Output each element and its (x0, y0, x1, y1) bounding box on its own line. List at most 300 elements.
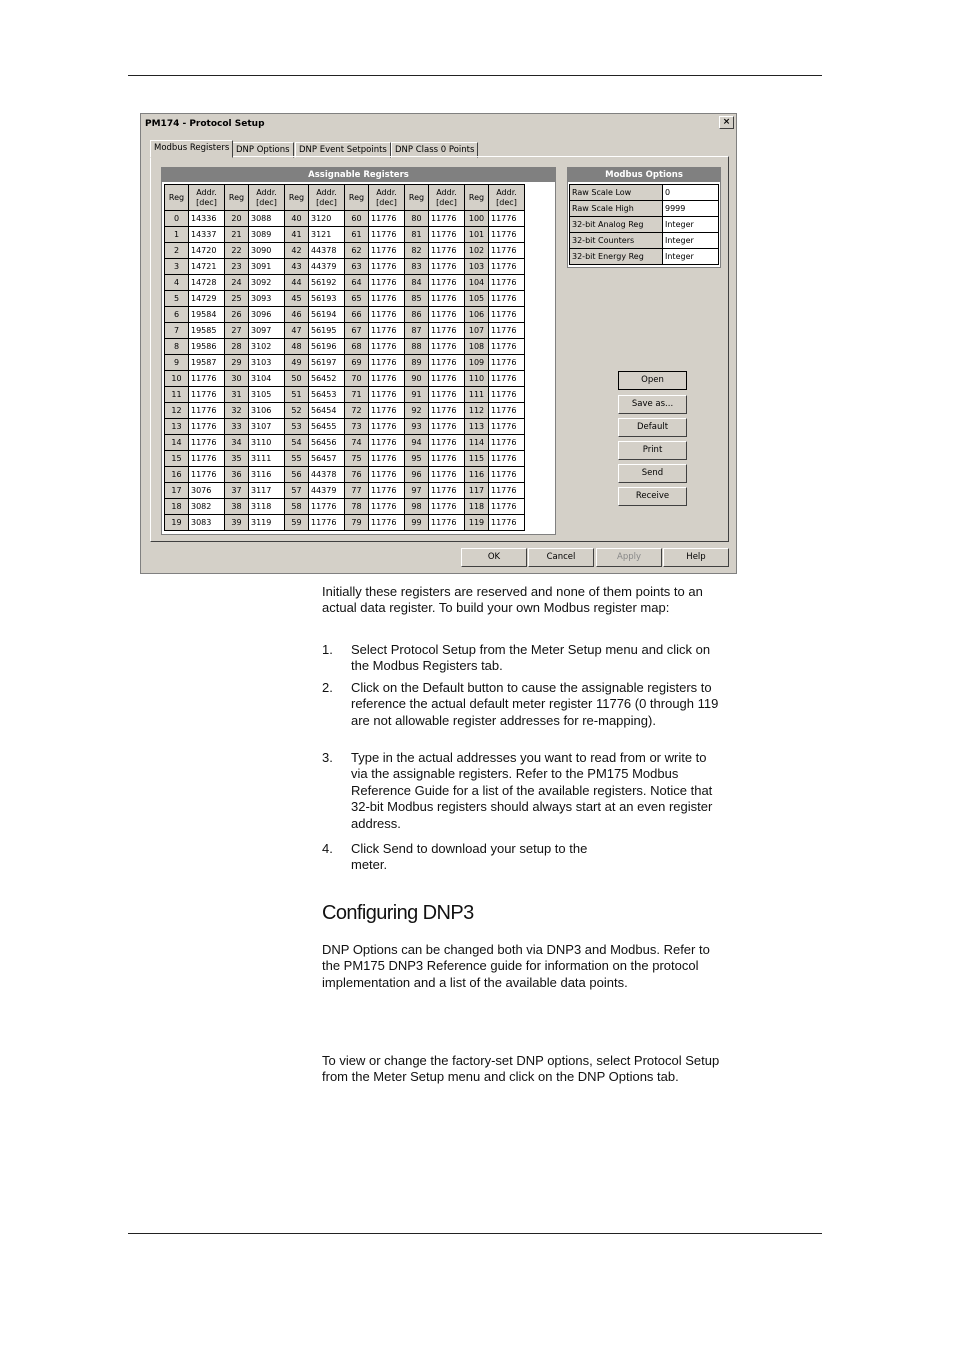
register-number: 91 (405, 387, 429, 403)
register-address-cell[interactable]: 3076 (189, 483, 225, 499)
footer-rule (128, 1233, 822, 1234)
raw-scale-low-field[interactable]: 0 (663, 185, 719, 201)
register-number: 47 (285, 323, 309, 339)
register-number: 30 (225, 371, 249, 387)
register-number: 6 (165, 307, 189, 323)
register-number: 116 (465, 467, 489, 483)
register-address-cell[interactable]: 3118 (249, 499, 285, 515)
register-number: 84 (405, 275, 429, 291)
step-number: 4. (322, 841, 333, 856)
register-number: 77 (345, 483, 369, 499)
register-address-cell[interactable]: 11776 (369, 467, 405, 483)
register-address-cell[interactable]: 11776 (369, 275, 405, 291)
register-number: 45 (285, 291, 309, 307)
assignable-registers-table (164, 184, 525, 531)
analog-reg-label: 32-bit Analog Reg (570, 217, 663, 233)
send-button[interactable]: Send (618, 464, 687, 483)
register-number: 13 (165, 419, 189, 435)
register-number: 79 (345, 515, 369, 531)
register-number: 83 (405, 259, 429, 275)
register-number: 7 (165, 323, 189, 339)
register-number: 53 (285, 419, 309, 435)
table-row (165, 323, 525, 339)
register-number: 110 (465, 371, 489, 387)
register-number: 22 (225, 243, 249, 259)
register-number: 38 (225, 499, 249, 515)
addr-column-header: Addr. [dec] (489, 185, 525, 211)
reg-column-header: Reg (465, 185, 489, 211)
register-address-cell[interactable]: 11776 (489, 211, 525, 227)
register-address-cell[interactable]: 3092 (249, 275, 285, 291)
energy-reg-field[interactable]: Integer (663, 249, 719, 265)
register-address-cell[interactable]: 3121 (309, 227, 345, 243)
register-address-cell[interactable]: 3110 (249, 435, 285, 451)
register-address-cell[interactable]: 11776 (489, 483, 525, 499)
dnp-options-paragraph: To view or change the factory-set DNP options, select Protocol Setup from the Meter Setup menu and click on the DNP Options tab. (322, 1053, 720, 1085)
register-address-cell[interactable]: 11776 (429, 515, 465, 531)
register-address-cell[interactable]: 3090 (249, 243, 285, 259)
addr-column-header: Addr. [dec] (189, 185, 225, 211)
register-number: 102 (465, 243, 489, 259)
table-row (165, 275, 525, 291)
register-number: 3 (165, 259, 189, 275)
register-number: 71 (345, 387, 369, 403)
register-number: 92 (405, 403, 429, 419)
register-address-cell[interactable]: 11776 (489, 275, 525, 291)
register-address-cell[interactable]: 11776 (189, 419, 225, 435)
register-number: 93 (405, 419, 429, 435)
register-address-cell[interactable]: 11776 (369, 355, 405, 371)
register-number: 70 (345, 371, 369, 387)
reg-column-header: Reg (165, 185, 189, 211)
register-number: 39 (225, 515, 249, 531)
register-number: 50 (285, 371, 309, 387)
register-address-cell[interactable]: 11776 (489, 355, 525, 371)
print-button[interactable]: Print (618, 441, 687, 460)
register-number: 97 (405, 483, 429, 499)
section-heading: Configuring DNP3 (322, 902, 474, 924)
register-number: 63 (345, 259, 369, 275)
register-number: 28 (225, 339, 249, 355)
register-address-cell[interactable]: 19587 (189, 355, 225, 371)
register-number: 59 (285, 515, 309, 531)
register-address-cell[interactable]: 3089 (249, 227, 285, 243)
register-address-cell[interactable]: 56454 (309, 403, 345, 419)
register-number: 118 (465, 499, 489, 515)
register-address-cell[interactable]: 11776 (369, 403, 405, 419)
register-address-cell[interactable]: 11776 (189, 403, 225, 419)
register-address-cell[interactable]: 3105 (249, 387, 285, 403)
assignable-registers-group (161, 167, 556, 535)
register-number: 90 (405, 371, 429, 387)
register-address-cell[interactable]: 11776 (369, 387, 405, 403)
register-address-cell[interactable]: 3117 (249, 483, 285, 499)
addr-column-header: Addr. [dec] (429, 185, 465, 211)
register-address-cell[interactable]: 11776 (429, 483, 465, 499)
register-address-cell[interactable]: 11776 (429, 243, 465, 259)
register-number: 88 (405, 339, 429, 355)
register-number: 109 (465, 355, 489, 371)
assignable-registers-title: Assignable Registers (162, 168, 555, 182)
modbus-options-group (567, 167, 721, 268)
option-row (570, 249, 719, 265)
register-address-cell[interactable]: 11776 (369, 483, 405, 499)
register-number: 35 (225, 451, 249, 467)
apply-button[interactable]: Apply (596, 548, 662, 567)
register-address-cell[interactable]: 11776 (369, 515, 405, 531)
register-address-cell[interactable]: 56452 (309, 371, 345, 387)
register-number: 29 (225, 355, 249, 371)
cancel-button[interactable]: Cancel (528, 548, 594, 567)
register-address-cell[interactable]: 3102 (249, 339, 285, 355)
register-number: 31 (225, 387, 249, 403)
register-address-cell[interactable]: 14337 (189, 227, 225, 243)
register-address-cell[interactable]: 11776 (489, 259, 525, 275)
register-address-cell[interactable]: 11776 (489, 515, 525, 531)
register-number: 112 (465, 403, 489, 419)
register-address-cell[interactable]: 14720 (189, 243, 225, 259)
register-number: 15 (165, 451, 189, 467)
help-button[interactable]: Help (663, 548, 729, 567)
register-number: 27 (225, 323, 249, 339)
protocol-setup-dialog (140, 113, 737, 574)
tab-modbus-registers[interactable]: Modbus Registers (150, 140, 233, 158)
register-number: 49 (285, 355, 309, 371)
register-address-cell[interactable]: 14729 (189, 291, 225, 307)
register-number: 62 (345, 243, 369, 259)
register-number: 24 (225, 275, 249, 291)
register-address-cell[interactable]: 11776 (489, 467, 525, 483)
register-number: 74 (345, 435, 369, 451)
modbus-options-title: Modbus Options (568, 168, 720, 182)
register-number: 101 (465, 227, 489, 243)
register-address-cell[interactable]: 11776 (429, 211, 465, 227)
register-address-cell[interactable]: 14728 (189, 275, 225, 291)
register-address-cell[interactable]: 3097 (249, 323, 285, 339)
register-number: 58 (285, 499, 309, 515)
register-address-cell[interactable]: 14336 (189, 211, 225, 227)
table-row (165, 499, 525, 515)
register-address-cell[interactable]: 56197 (309, 355, 345, 371)
register-number: 106 (465, 307, 489, 323)
register-address-cell[interactable]: 11776 (369, 307, 405, 323)
register-address-cell[interactable]: 3119 (249, 515, 285, 531)
register-address-cell[interactable]: 11776 (489, 243, 525, 259)
register-address-cell[interactable]: 11776 (369, 339, 405, 355)
register-address-cell[interactable]: 11776 (369, 371, 405, 387)
register-number: 69 (345, 355, 369, 371)
register-number: 60 (345, 211, 369, 227)
register-address-cell[interactable]: 56457 (309, 451, 345, 467)
register-address-cell[interactable]: 11776 (489, 499, 525, 515)
step-number: 1. (322, 642, 333, 657)
intro-paragraph: Initially these registers are reserved and none of them points to an actual data register. To build your own Modbus register map: (322, 584, 703, 616)
tab-dnp-event-setpoints[interactable]: DNP Event Setpoints (295, 142, 391, 158)
register-address-cell[interactable]: 11776 (189, 467, 225, 483)
register-number: 1 (165, 227, 189, 243)
register-number: 4 (165, 275, 189, 291)
register-address-cell[interactable]: 11776 (189, 451, 225, 467)
step-number: 3. (322, 750, 333, 765)
save-as-button[interactable]: Save as... (618, 395, 687, 414)
register-address-cell[interactable]: 56194 (309, 307, 345, 323)
register-address-cell[interactable]: 44378 (309, 467, 345, 483)
register-number: 46 (285, 307, 309, 323)
register-address-cell[interactable]: 3093 (249, 291, 285, 307)
dnp-paragraph: DNP Options can be changed both via DNP3 and Modbus. Refer to the PM175 DNP3 Reference guide for information on the protocol implementation and a list of the available data points. (322, 942, 710, 990)
register-address-cell[interactable]: 11776 (309, 499, 345, 515)
register-address-cell[interactable]: 11776 (369, 259, 405, 275)
register-number: 12 (165, 403, 189, 419)
register-number: 73 (345, 419, 369, 435)
register-address-cell[interactable]: 3111 (249, 451, 285, 467)
register-address-cell[interactable]: 56453 (309, 387, 345, 403)
header-rule (128, 75, 822, 76)
register-address-cell[interactable]: 3106 (249, 403, 285, 419)
register-number: 51 (285, 387, 309, 403)
register-number: 105 (465, 291, 489, 307)
register-address-cell[interactable]: 11776 (429, 307, 465, 323)
register-address-cell[interactable]: 11776 (369, 243, 405, 259)
default-button[interactable]: Default (618, 418, 687, 437)
close-icon[interactable]: × (719, 116, 734, 129)
register-address-cell[interactable]: 11776 (189, 435, 225, 451)
register-address-cell[interactable]: 11776 (429, 227, 465, 243)
open-button[interactable]: Open (618, 371, 687, 390)
table-row (165, 307, 525, 323)
register-address-cell[interactable]: 11776 (489, 403, 525, 419)
table-row (165, 467, 525, 483)
tab-panel (150, 156, 729, 542)
register-address-cell[interactable]: 11776 (489, 323, 525, 339)
register-number: 10 (165, 371, 189, 387)
register-address-cell[interactable]: 11776 (429, 259, 465, 275)
register-number: 119 (465, 515, 489, 531)
register-address-cell[interactable]: 11776 (489, 435, 525, 451)
modbus-options-table (569, 184, 719, 265)
register-address-cell[interactable]: 11776 (369, 291, 405, 307)
addr-column-header: Addr. [dec] (369, 185, 405, 211)
register-number: 107 (465, 323, 489, 339)
register-address-cell[interactable]: 11776 (489, 227, 525, 243)
register-number: 81 (405, 227, 429, 243)
step-text: Type in the actual addresses you want to read from or write to via the assignable registers. Refer to the PM175 Modbus Reference Guide for a list of the available registers. Notice that 32-bit Modbus registers should always start at an even register address. (351, 750, 713, 831)
register-address-cell[interactable]: 3107 (249, 419, 285, 435)
register-address-cell[interactable]: 11776 (429, 467, 465, 483)
register-number: 40 (285, 211, 309, 227)
register-address-cell[interactable]: 44379 (309, 259, 345, 275)
register-address-cell[interactable]: 14721 (189, 259, 225, 275)
counters-field[interactable]: Integer (663, 233, 719, 249)
register-number: 61 (345, 227, 369, 243)
register-address-cell[interactable]: 3116 (249, 467, 285, 483)
register-address-cell[interactable]: 11776 (489, 307, 525, 323)
dialog-title: PM174 - Protocol Setup (143, 116, 734, 132)
register-number: 41 (285, 227, 309, 243)
register-number: 25 (225, 291, 249, 307)
option-row (570, 233, 719, 249)
register-address-cell[interactable]: 11776 (489, 291, 525, 307)
register-address-cell[interactable]: 11776 (429, 275, 465, 291)
register-number: 75 (345, 451, 369, 467)
register-number: 20 (225, 211, 249, 227)
table-row (165, 259, 525, 275)
register-address-cell[interactable]: 56456 (309, 435, 345, 451)
analog-reg-field[interactable]: Integer (663, 217, 719, 233)
register-number: 37 (225, 483, 249, 499)
register-number: 8 (165, 339, 189, 355)
register-address-cell[interactable]: 11776 (369, 323, 405, 339)
register-address-cell[interactable]: 11776 (369, 451, 405, 467)
register-number: 21 (225, 227, 249, 243)
register-number: 32 (225, 403, 249, 419)
register-number: 99 (405, 515, 429, 531)
register-number: 113 (465, 419, 489, 435)
register-number: 44 (285, 275, 309, 291)
table-row (165, 451, 525, 467)
register-address-cell[interactable]: 11776 (429, 435, 465, 451)
register-address-cell[interactable]: 11776 (429, 387, 465, 403)
register-address-cell[interactable]: 3103 (249, 355, 285, 371)
register-address-cell[interactable]: 11776 (429, 403, 465, 419)
register-address-cell[interactable]: 44378 (309, 243, 345, 259)
register-address-cell[interactable]: 3091 (249, 259, 285, 275)
register-address-cell[interactable]: 56192 (309, 275, 345, 291)
register-address-cell[interactable]: 11776 (369, 419, 405, 435)
register-address-cell[interactable]: 11776 (429, 291, 465, 307)
step-text: Click Send to download your setup to the meter. (351, 841, 588, 873)
register-number: 94 (405, 435, 429, 451)
register-address-cell[interactable]: 19584 (189, 307, 225, 323)
register-number: 65 (345, 291, 369, 307)
register-number: 56 (285, 467, 309, 483)
register-number: 16 (165, 467, 189, 483)
register-number: 42 (285, 243, 309, 259)
step-text: Click on the Default button to cause the assignable registers to reference the actual default meter register 11776 (0 through 119 are not allowable register addresses for re-mapping). (351, 680, 719, 728)
register-address-cell[interactable]: 11776 (429, 339, 465, 355)
register-number: 0 (165, 211, 189, 227)
register-number: 57 (285, 483, 309, 499)
raw-scale-high-field[interactable]: 9999 (663, 201, 719, 217)
register-number: 18 (165, 499, 189, 515)
register-address-cell[interactable]: 56196 (309, 339, 345, 355)
register-address-cell[interactable]: 19586 (189, 339, 225, 355)
register-address-cell[interactable]: 11776 (489, 419, 525, 435)
register-address-cell[interactable]: 11776 (309, 515, 345, 531)
register-number: 66 (345, 307, 369, 323)
option-row (570, 185, 719, 201)
register-number: 64 (345, 275, 369, 291)
table-row (165, 387, 525, 403)
register-number: 33 (225, 419, 249, 435)
raw-scale-low-label: Raw Scale Low (570, 185, 663, 201)
register-number: 14 (165, 435, 189, 451)
table-row (165, 291, 525, 307)
register-number: 52 (285, 403, 309, 419)
register-address-cell[interactable]: 56193 (309, 291, 345, 307)
register-number: 36 (225, 467, 249, 483)
register-address-cell[interactable]: 3104 (249, 371, 285, 387)
register-number: 87 (405, 323, 429, 339)
register-number: 54 (285, 435, 309, 451)
register-address-cell[interactable]: 19585 (189, 323, 225, 339)
register-address-cell[interactable]: 11776 (189, 387, 225, 403)
step-number: 2. (322, 680, 333, 695)
register-number: 26 (225, 307, 249, 323)
register-number: 34 (225, 435, 249, 451)
register-number: 23 (225, 259, 249, 275)
option-row (570, 217, 719, 233)
register-number: 89 (405, 355, 429, 371)
register-number: 103 (465, 259, 489, 275)
register-address-cell[interactable]: 3082 (189, 499, 225, 515)
register-address-cell[interactable]: 11776 (369, 499, 405, 515)
register-address-cell[interactable]: 11776 (369, 227, 405, 243)
register-number: 17 (165, 483, 189, 499)
register-address-cell[interactable]: 11776 (369, 435, 405, 451)
register-address-cell[interactable]: 11776 (429, 371, 465, 387)
register-address-cell[interactable]: 56195 (309, 323, 345, 339)
ok-button[interactable]: OK (461, 548, 527, 567)
register-address-cell[interactable]: 11776 (189, 371, 225, 387)
reg-column-header: Reg (345, 185, 369, 211)
register-address-cell[interactable]: 11776 (489, 387, 525, 403)
tab-dnp-class0-points[interactable]: DNP Class 0 Points (391, 142, 478, 158)
receive-button[interactable]: Receive (618, 487, 687, 506)
register-address-cell[interactable]: 56455 (309, 419, 345, 435)
table-row (165, 419, 525, 435)
register-number: 95 (405, 451, 429, 467)
register-address-cell[interactable]: 11776 (429, 355, 465, 371)
register-address-cell[interactable]: 11776 (489, 339, 525, 355)
register-number: 111 (465, 387, 489, 403)
register-number: 98 (405, 499, 429, 515)
register-address-cell[interactable]: 3120 (309, 211, 345, 227)
register-address-cell[interactable]: 11776 (429, 419, 465, 435)
counters-label: 32-bit Counters (570, 233, 663, 249)
register-number: 86 (405, 307, 429, 323)
register-address-cell[interactable]: 11776 (369, 211, 405, 227)
table-row (165, 355, 525, 371)
register-address-cell[interactable]: 3083 (189, 515, 225, 531)
register-address-cell[interactable]: 11776 (429, 451, 465, 467)
register-number: 55 (285, 451, 309, 467)
register-number: 72 (345, 403, 369, 419)
table-row (165, 403, 525, 419)
register-number: 104 (465, 275, 489, 291)
register-address-cell[interactable]: 44379 (309, 483, 345, 499)
tab-dnp-options[interactable]: DNP Options (232, 142, 294, 158)
register-address-cell[interactable]: 3088 (249, 211, 285, 227)
register-address-cell[interactable]: 11776 (429, 323, 465, 339)
register-number: 100 (465, 211, 489, 227)
register-number: 9 (165, 355, 189, 371)
register-number: 85 (405, 291, 429, 307)
register-number: 19 (165, 515, 189, 531)
register-address-cell[interactable]: 11776 (489, 371, 525, 387)
reg-column-header: Reg (405, 185, 429, 211)
table-row (165, 339, 525, 355)
option-row (570, 201, 719, 217)
register-address-cell[interactable]: 11776 (429, 499, 465, 515)
table-row (165, 227, 525, 243)
register-address-cell[interactable]: 3096 (249, 307, 285, 323)
register-address-cell[interactable]: 11776 (489, 451, 525, 467)
table-row (165, 515, 525, 531)
register-number: 78 (345, 499, 369, 515)
register-number: 68 (345, 339, 369, 355)
table-row (165, 483, 525, 499)
